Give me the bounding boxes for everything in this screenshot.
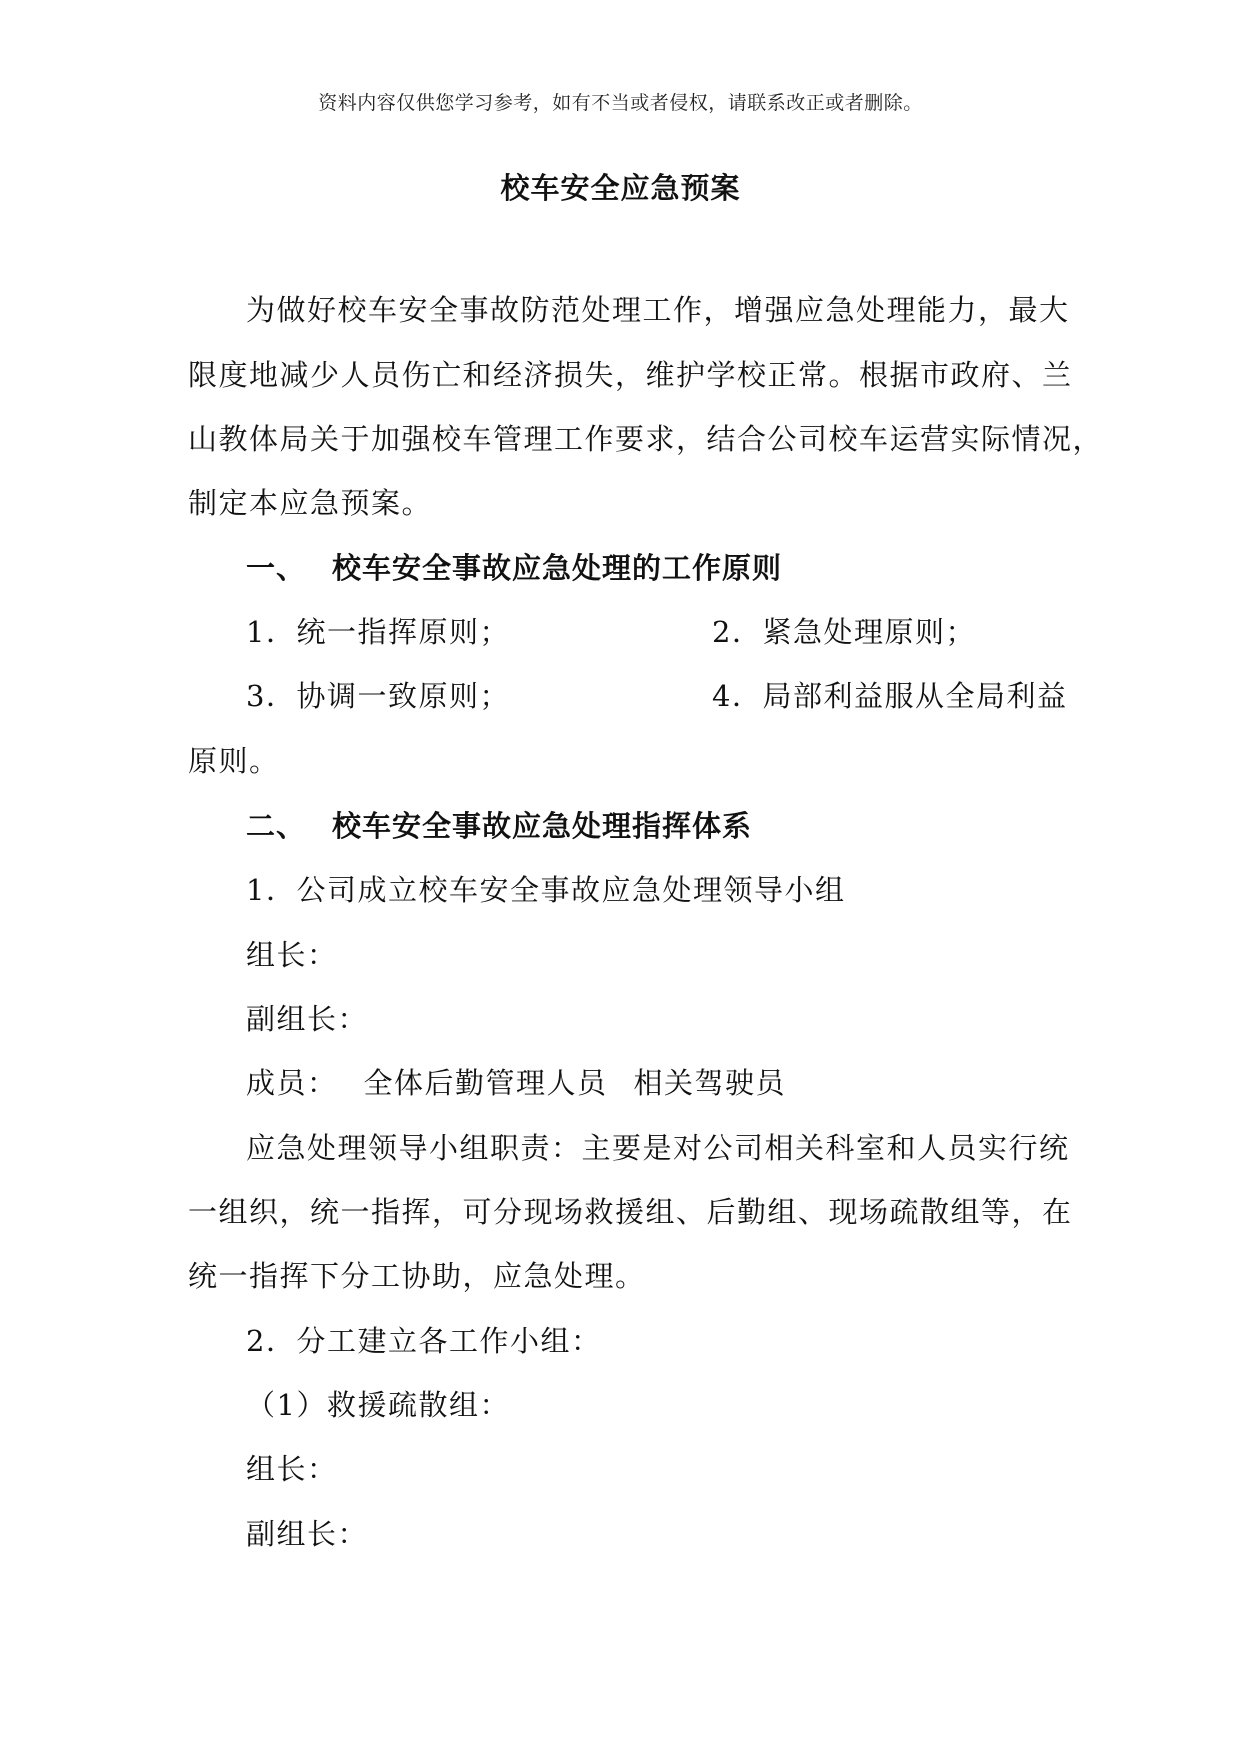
members-logistics: 全体后勤管理人员 [363, 1066, 608, 1100]
principle-item-4-continued: 原则。 [188, 744, 280, 778]
section1-heading [246, 550, 782, 586]
principle-item-4: 4．局部利益服从全局利益 [712, 679, 1068, 713]
principle-item-3: 3．协调一致原则； [246, 679, 510, 713]
intro-line-4: 制定本应急预案。 [188, 486, 433, 520]
document-title: 校车安全应急预案 [500, 171, 741, 205]
section2-heading-number: 二、 [246, 809, 307, 843]
intro-line-2: 限度地减少人员伤亡和经济损失，维护学校正常。根据市政府、兰 [188, 358, 1073, 392]
members-line [246, 1065, 786, 1101]
section1-heading-number: 一、 [246, 551, 307, 585]
disclaimer-header: 资料内容仅供您学习参考，如有不当或者侵权，请联系改正或者删除。 [318, 92, 923, 114]
section1-heading-text: 校车安全事故应急处理的工作原则 [332, 551, 783, 585]
principle-item-2: 2．紧急处理原则； [712, 615, 976, 649]
section2-heading-text: 校车安全事故应急处理指挥体系 [332, 809, 753, 843]
rescue-group-heading: （1）救援疏散组： [246, 1388, 510, 1422]
intro-line-3: 山教体局关于加强校车管理工作要求，结合公司校车运营实际情况， [188, 422, 1104, 456]
section2-heading [246, 808, 752, 844]
subsection-2: 2．分工建立各工作小组： [246, 1324, 602, 1358]
duty-line-1: 应急处理领导小组职责：主要是对公司相关科室和人员实行统 [246, 1131, 1070, 1165]
members-label: 成员： [246, 1066, 338, 1100]
duty-line-2: 一组织，统一指挥，可分现场救援组、后勤组、现场疏散组等，在 [188, 1195, 1073, 1229]
members-drivers: 相关驾驶员 [633, 1066, 787, 1100]
subsection-1: 1．公司成立校车安全事故应急处理领导小组 [246, 873, 846, 907]
intro-line-1: 为做好校车安全事故防范处理工作，增强应急处理能力，最大 [246, 293, 1070, 327]
principle-item-1: 1．统一指挥原则； [246, 615, 510, 649]
rescue-group-leader: 组长： [246, 1452, 338, 1486]
duty-line-3: 统一指挥下分工协助，应急处理。 [188, 1259, 646, 1293]
leader-label: 组长： [246, 938, 338, 972]
deputy-leader-label: 副组长： [246, 1002, 369, 1036]
rescue-group-deputy: 副组长： [246, 1517, 369, 1551]
